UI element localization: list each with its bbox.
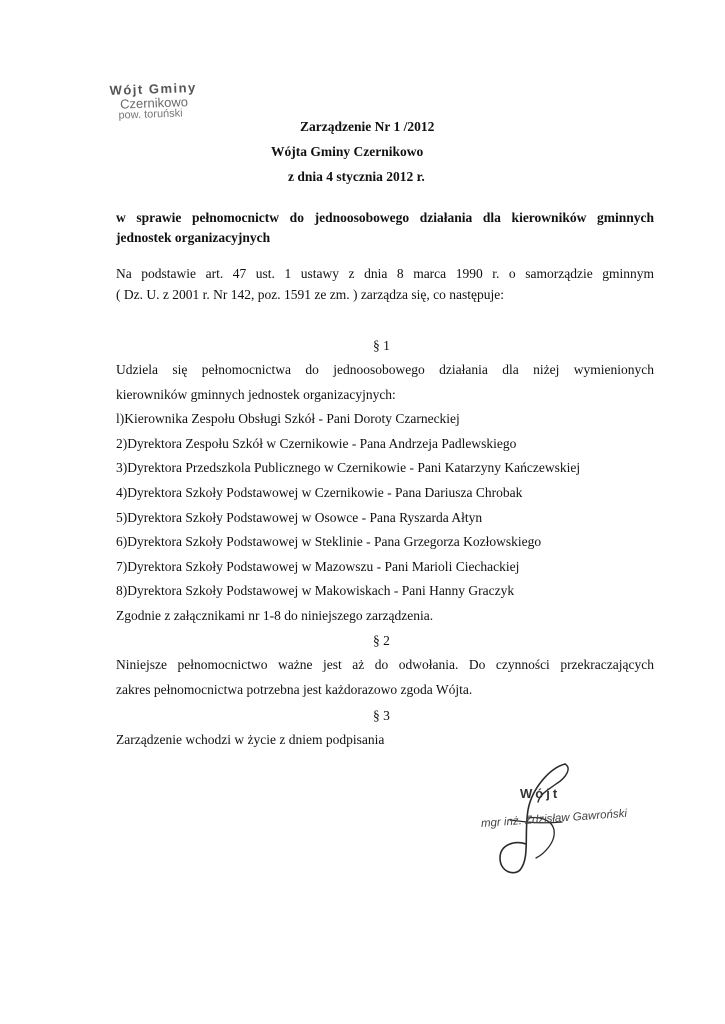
legal-basis-line-2: ( Dz. U. z 2001 r. Nr 142, poz. 1591 ze zm. ) zarządza się, co następuje: xyxy=(116,287,504,302)
list-item: 8)Dyrektora Szkoły Podstawowej w Makowiskach - Pani Hanny Graczyk xyxy=(116,583,515,598)
list-item: l)Kierownika Zespołu Obsługi Szkół - Pani Doroty Czarneckiej xyxy=(116,411,460,426)
signatory-name: mgr inż. Zdzisław Gawroński xyxy=(480,807,628,830)
office-stamp xyxy=(109,80,220,123)
document-date: z dnia 4 stycznia 2012 r. xyxy=(288,169,425,184)
list-item: 2)Dyrektora Zespołu Szkół w Czernikowie - Pana Andrzeja Padlewskiego xyxy=(116,436,517,451)
section-1-heading: § 1 xyxy=(373,338,390,353)
section-2-line-1: Niniejsze pełnomocnictwo ważne jest aż do odwołania. Do czynności przekraczających xyxy=(116,657,654,672)
subject-line-2: jednostek organizacyjnych xyxy=(116,230,271,245)
document-subject xyxy=(116,208,654,248)
legal-basis xyxy=(116,263,654,305)
subject-line-1: w sprawie pełnomocnictw do jednoosobowego działania dla kierowników gminnych xyxy=(116,210,654,225)
signature-title: Wójt xyxy=(520,786,561,801)
section-1-intro-line-1: Udziela się pełnomocnictwa do jednoosobowego działania dla niżej wymienionych xyxy=(116,362,654,377)
stamp-line-county: pow. toruński xyxy=(118,107,183,122)
list-item: 6)Dyrektora Szkoły Podstawowej w Steklinie - Pana Grzegorza Kozłowskiego xyxy=(116,534,542,549)
document-issuer: Wójta Gminy Czernikowo xyxy=(271,144,424,159)
document-title: Zarządzenie Nr 1 /2012 xyxy=(300,119,435,134)
section-1-intro-line-2: kierowników gminnych jednostek organizacyjnych: xyxy=(116,387,396,402)
legal-basis-line-1: Na podstawie art. 47 ust. 1 ustawy z dnia 8 marca 1990 r. o samorządzie gminnym xyxy=(116,266,654,281)
section-3-heading: § 3 xyxy=(373,708,390,723)
stamp-line-municipality: Czernikowo xyxy=(119,93,189,112)
section-2-heading: § 2 xyxy=(373,633,390,648)
stamp-line-title: Wójt Gminy xyxy=(109,79,198,98)
list-item: 3)Dyrektora Przedszkola Publicznego w Czernikowie - Pani Katarzyny Kańczewskiej xyxy=(116,460,581,475)
list-item: 5)Dyrektora Szkoły Podstawowej w Osowce - Pana Ryszarda Ałtyn xyxy=(116,510,483,525)
section-1-closing: Zgodnie z załącznikami nr 1-8 do niniejszego zarządzenia. xyxy=(116,608,434,623)
list-item: 4)Dyrektora Szkoły Podstawowej w Czernikowie - Pana Dariusza Chrobak xyxy=(116,485,523,500)
list-item: 7)Dyrektora Szkoły Podstawowej w Mazowszu - Pani Marioli Ciechackiej xyxy=(116,559,520,574)
section-3-text: Zarządzenie wchodzi w życie z dniem podpisania xyxy=(116,732,385,747)
section-2-line-2: zakres pełnomocnictwa potrzebna jest każdorazowo zgoda Wójta. xyxy=(116,682,473,697)
